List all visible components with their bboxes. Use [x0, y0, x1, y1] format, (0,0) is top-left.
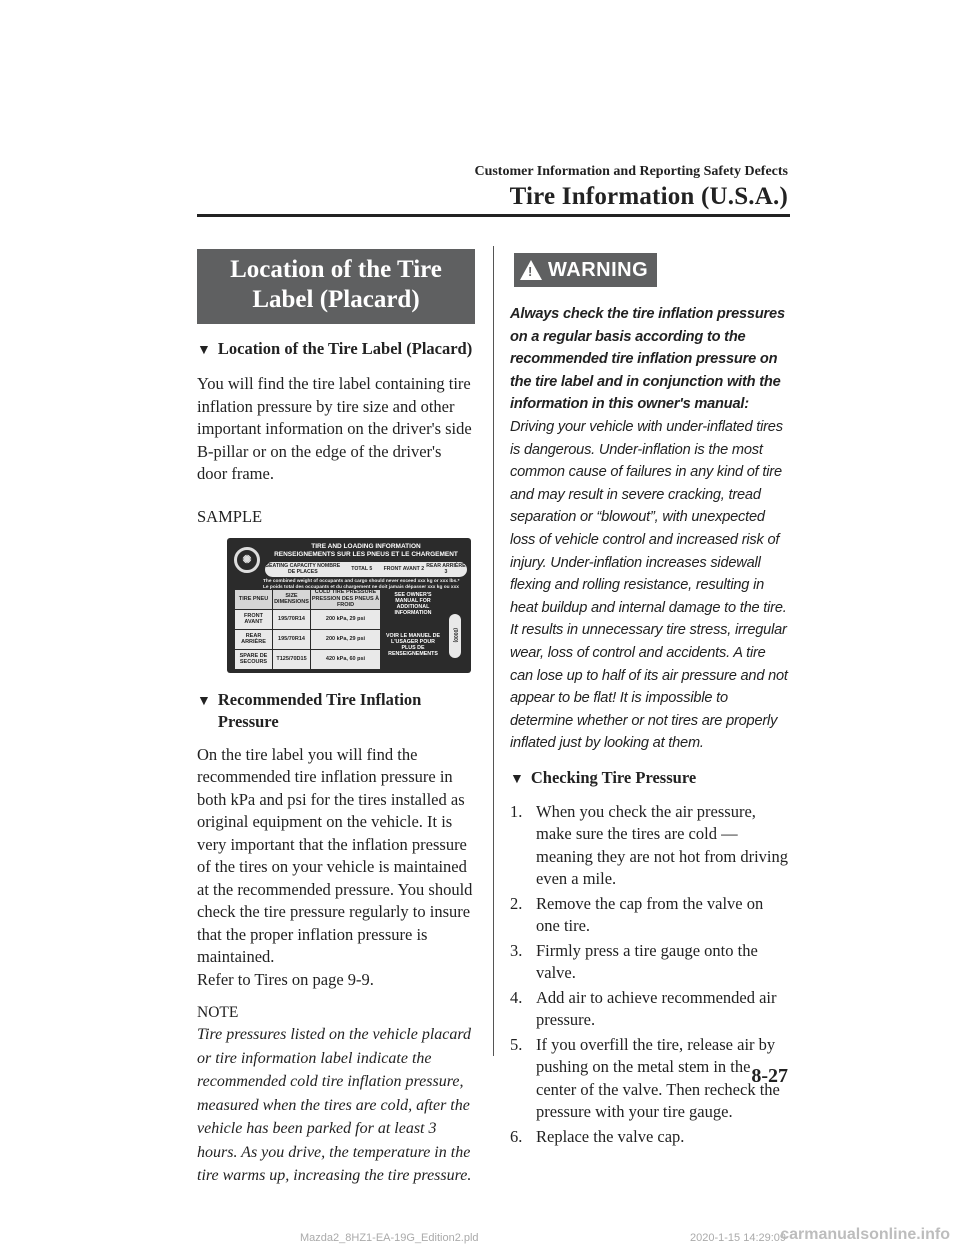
- list-item: [510, 1034, 790, 1124]
- subhead-recommended-text: Recommended Tire Inflation Pressure: [217, 689, 422, 731]
- placard-see-fr: VOIR LE MANUEL DE L'USAGER POUR PLUS DE RENSEIGNEMENTS: [385, 632, 441, 658]
- step-text: Remove the cap from the valve on one tire.: [536, 893, 764, 936]
- placard-title-fr: RENSEIGNEMENTS SUR LES PNEUS ET LE CHARGEMENT: [274, 550, 458, 558]
- list-item: [510, 801, 790, 891]
- warning-body: [510, 303, 790, 755]
- sample-label: SAMPLE: [197, 506, 263, 526]
- warning-badge: [514, 253, 657, 287]
- placard-table-header: [235, 590, 383, 609]
- placard-front: [383, 566, 425, 572]
- subhead-recommended: [197, 689, 475, 733]
- placard-col-pressure: COLD TIRE PRESSURE PRESSION DES PNEUS À FROID: [311, 589, 380, 609]
- header-rule: [197, 214, 790, 217]
- placard-seating: [265, 562, 467, 577]
- subhead-checking-text: Checking Tire Pressure: [530, 767, 697, 787]
- step-text: Firmly press a tire gauge onto the valve.: [536, 940, 758, 983]
- column-divider: [493, 246, 494, 1056]
- step-text: Add air to achieve recommended air pressure.: [536, 987, 777, 1030]
- placard-code: (0000): [449, 614, 461, 658]
- subhead-location: [197, 338, 475, 362]
- step-number: 2.: [510, 893, 523, 913]
- subhead-location-text: Location of the Tire Label (Placard): [217, 339, 473, 358]
- list-item: [510, 1126, 790, 1149]
- placard-cell-pressure: 200 kPa, 29 psi: [311, 630, 381, 649]
- placard-cell-pressure: 420 kPa, 60 psi: [311, 650, 381, 669]
- footer-watermark[interactable]: carmanualsonline.info: [780, 1226, 950, 1243]
- warning-triangle-icon: !: [520, 260, 542, 280]
- placard-cell-tire: FRONT AVANT: [235, 610, 273, 629]
- warning-text: Driving your vehicle with under-inflated tires is dangerous. Under-inflation is the most common cause of failures in any kind of tire and may result in severe cracking, tread separation or “blowout”, with unexpected loss of vehicle control and increased risk of injury. Under-inflation increases sidewall flexing and rolling resistance, resulting in heat buildup and internal damage to the tire. It results in unnecessary tire stress, irregular wear, loss of control and accidents. A tire can lose up to half of its air pressure and not appear to be flat! It is impossible to determine whether or not tires are properly inflated just by looking at them.: [510, 418, 788, 752]
- placard-rear-value: 3: [444, 569, 448, 575]
- warning-bold-text: Always check the tire inflation pressures on a regular basis according to the recommended tire inflation pressure on the tire label and in conjunction with the information in this owner's manual:: [510, 306, 785, 413]
- step-text: Replace the valve cap.: [536, 1126, 685, 1146]
- wheel-icon: ✺: [234, 547, 260, 573]
- list-item: [510, 987, 790, 1032]
- paragraph-location: You will find the tire label containing tire inflation pressure by tire size and other important information on the driver's side B-pillar or on the edge of the driver's door frame.: [197, 374, 472, 483]
- triangle-down-bullet-icon: ▼: [510, 771, 524, 787]
- list-item: [510, 893, 790, 938]
- placard-col-size: SIZE DIMENSIONS: [273, 590, 311, 609]
- placard-front-label: FRONT AVANT: [383, 566, 420, 572]
- step-number: 6.: [510, 1126, 523, 1146]
- header-subtitle: Customer Information and Reporting Safety Defects: [474, 164, 788, 179]
- placard-see-en: SEE OWNER'S MANUAL FOR ADDITIONAL INFORMATION: [394, 591, 432, 617]
- footer-filename: Mazda2_8HZ1-EA-19G_Edition2.pld: [300, 1232, 479, 1244]
- placard-cell-size: 195/70R14: [273, 610, 311, 629]
- footer-timestamp: 2020-1-15 14:29:09: [690, 1232, 787, 1244]
- table-row: [235, 650, 383, 669]
- tire-placard-image: [227, 538, 471, 673]
- note-label: NOTE: [197, 1004, 239, 1021]
- paragraph-refer: Refer to Tires on page 9-9.: [197, 969, 374, 989]
- placard-rear-label: REAR ARRIÈRE: [426, 563, 466, 569]
- step-number: 5.: [510, 1034, 523, 1054]
- right-column: [510, 253, 790, 1150]
- page-number: 8-27: [751, 1065, 788, 1087]
- note-text: Tire pressures listed on the vehicle placard or tire information label indicate the recommended cold tire inflation pressure, measured when the tires are cold, after the vehicle has been parked for at least 3 hours. As you drive, the temperature in the tire warms up, increasing the tire pressure.: [197, 1026, 472, 1184]
- placard-cell-size: T125/70D15: [273, 650, 311, 669]
- placard-total: [341, 566, 383, 572]
- placard-front-value: 2: [421, 566, 425, 572]
- placard-cell-size: 195/70R14: [273, 630, 311, 649]
- placard-total-label: TOTAL: [351, 566, 368, 572]
- placard-cell-tire: REAR ARRIÈRE: [235, 630, 273, 649]
- step-number: 3.: [510, 940, 523, 960]
- steps-list: [510, 801, 790, 1149]
- subhead-checking: [510, 767, 790, 791]
- left-column: [197, 249, 475, 1188]
- placard-rear: [425, 563, 467, 575]
- placard-table: [235, 590, 383, 670]
- list-item: [510, 940, 790, 985]
- table-row: [235, 610, 383, 629]
- warning-label: WARNING: [548, 258, 649, 281]
- placard-title-en: TIRE AND LOADING INFORMATION: [311, 542, 421, 550]
- placard-combined-fr: Le poids total des occupants et du chargement ne doit jamais dépasser xxx kg ou xxx: [263, 584, 459, 590]
- triangle-down-bullet-icon: ▼: [197, 693, 211, 709]
- placard-total-value: 5: [369, 566, 373, 572]
- step-text: When you check the air pressure, make sure the tires are cold —meaning they are not hot from driving even a mile.: [536, 801, 789, 889]
- placard-seating-label: SEATING CAPACITY NOMBRE DE PLACES: [265, 563, 341, 575]
- placard-cell-tire: SPARE DE SECOURS: [235, 650, 273, 669]
- triangle-down-bullet-icon: ▼: [197, 343, 211, 358]
- placard-col-tire: TIRE PNEU: [235, 590, 273, 609]
- step-number: 4.: [510, 987, 523, 1007]
- section-title: Location of the Tire Label (Placard): [197, 249, 475, 324]
- table-row: [235, 630, 383, 649]
- placard-cell-pressure: 200 kPa, 29 psi: [311, 610, 381, 629]
- step-text: If you overfill the tire, release air by pushing on the metal stem in the center of the valve. Then recheck the pressure with your tire gauge.: [536, 1034, 780, 1122]
- step-number: 1.: [510, 801, 523, 821]
- header-title: Tire Information (U.S.A.): [509, 183, 788, 210]
- placard-title: [263, 543, 469, 559]
- paragraph-recommended: On the tire label you will find the recommended tire inflation pressure in both kPa and psi for the tires installed as original equipment on the vehicle. It is very important that the inflation pressure of the tires on your vehicle is maintained at the recommended pressure. You should check the tire pressure regularly to insure that the proper inflation pressure is maintained.: [197, 744, 473, 966]
- placard-combined-en: The combined weight of occupants and cargo should never exceed xxx kg or xxx lbs.*: [263, 578, 460, 584]
